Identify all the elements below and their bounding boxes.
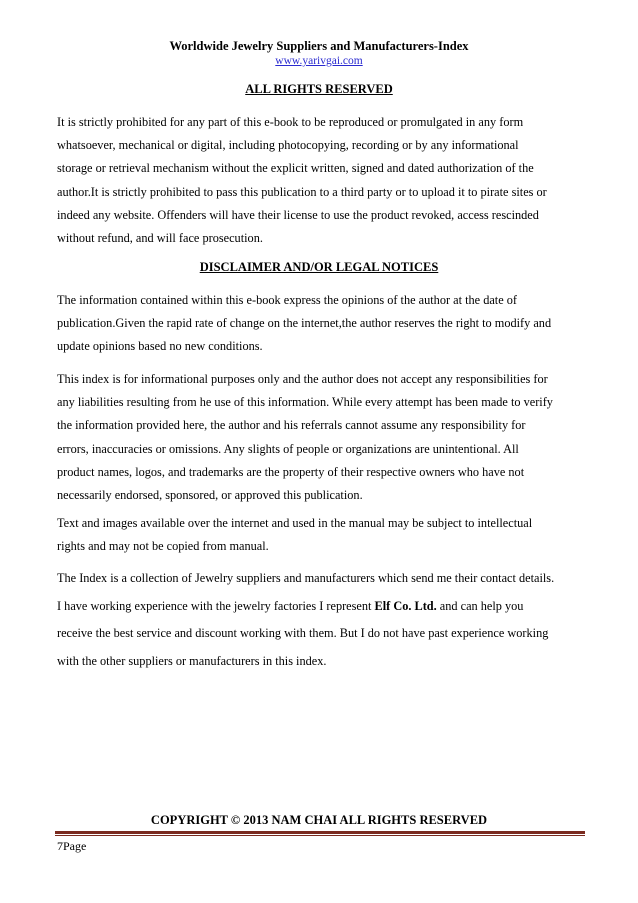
text-line: any liabilities resulting from he use of this information. While every attempt has been made to verify [57, 395, 553, 410]
disclaimer-heading: DISCLAIMER AND/OR LEGAL NOTICES [199, 260, 439, 274]
rights-paragraph [57, 111, 587, 250]
disclaimer-paragraph-2 [57, 368, 587, 507]
page-header-title: Worldwide Jewelry Suppliers and Manufacturers-Index [169, 39, 469, 53]
text-line: The Index is a collection of Jewelry suppliers and manufacturers which send me their contact details. [57, 571, 555, 585]
footer-divider-thin [55, 835, 585, 836]
text-line: storage or retrieval mechanism without the explicit written, signed and dated authorization of the [57, 161, 534, 176]
text-line: with the other suppliers or manufacturers in this index. [57, 653, 327, 668]
text-line: This index is for informational purposes only and the author does not accept any responsibilities for [57, 372, 548, 386]
rights-heading: ALL RIGHTS RESERVED [245, 82, 393, 96]
text-line: product names, logos, and trademarks are the property of their respective owners who have not [57, 464, 525, 479]
disclaimer-paragraph-4 [57, 565, 587, 675]
text-line: Text and images available over the internet and used in the manual may be subject to intellectual [57, 516, 533, 530]
text-line: update opinions based no new conditions. [57, 339, 263, 354]
footer-copyright: COPYRIGHT © 2013 NAM CHAI ALL RIGHTS RESERVED [150, 813, 488, 827]
text-line: author.It is strictly prohibited to pass this publication to a third party or to upload it to pirate sites or [57, 184, 547, 199]
footer-divider [55, 831, 585, 834]
text-line [57, 593, 587, 621]
page-number: 7Page [57, 839, 87, 853]
text-line: It is strictly prohibited for any part of this e-book to be reproduced or promulgated in any form [57, 115, 524, 129]
disclaimer-paragraph-3 [57, 512, 587, 558]
header-website-link[interactable]: www.yarivgai.com [275, 55, 363, 67]
text-segment: and can help you [436, 598, 524, 613]
text-line: errors, inaccuracies or omissions. Any slights of people or organizations are unintentional. All [57, 441, 519, 456]
text-segment: I have working experience with the jewelry factories I represent [57, 598, 375, 613]
text-line: publication.Given the rapid rate of change on the internet,the author reserves the right to modify and [57, 316, 552, 331]
disclaimer-paragraph-1 [57, 289, 587, 359]
text-line: whatsoever, mechanical or digital, including photocopying, recording or by any informational [57, 138, 519, 153]
text-line: the information provided here, the author and his referrals cannot assume any responsibility for [57, 418, 526, 433]
text-line: rights and may not be copied from manual. [57, 539, 269, 554]
text-line: The information contained within this e-book express the opinions of the author at the date of [57, 293, 517, 307]
company-name: Elf Co. Ltd. [374, 598, 437, 613]
text-line: receive the best service and discount working with them. But I do not have past experience working [57, 626, 549, 640]
text-line: without refund, and will face prosecution. [57, 230, 263, 245]
text-line: indeed any website. Offenders will have their license to use the product revoked, access rescinded [57, 207, 539, 222]
text-line: necessarily endorsed, sponsored, or approved this publication. [57, 487, 363, 502]
